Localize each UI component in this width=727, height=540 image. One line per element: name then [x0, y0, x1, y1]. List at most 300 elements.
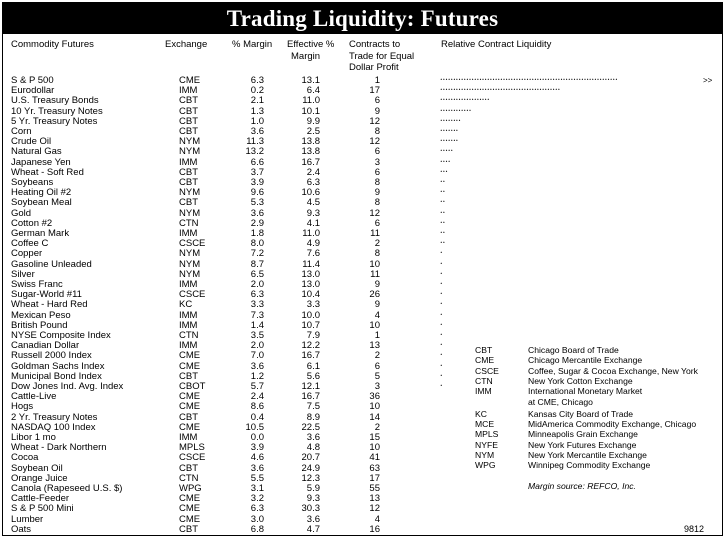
legend-abbr: CBT: [475, 345, 493, 355]
contracts-value: 9: [374, 187, 380, 199]
exchange-code: IMM: [179, 156, 198, 168]
exchange-code: IMM: [179, 319, 198, 331]
legend-name: International Monetary Market: [528, 386, 643, 397]
effective-margin-value: 3.6: [306, 513, 320, 525]
contracts-value: 4: [374, 513, 380, 525]
commodity-name: S & P 500: [11, 75, 54, 86]
legend-abbr: NYM: [475, 450, 495, 460]
commodity-name: 10 Yr. Treasury Notes: [11, 105, 103, 117]
margin-value: 3.0: [250, 513, 264, 525]
liquidity-dots: •: [440, 364, 443, 369]
legend-name: New York Futures Exchange: [528, 439, 637, 450]
margin-value: 2.0: [250, 279, 264, 290]
effective-margin-value: 3.6: [306, 432, 320, 443]
exchange-code: NYM: [179, 136, 201, 148]
table-row: [3, 515, 722, 525]
table-row: [3, 137, 722, 147]
commodity-name: Wheat - Hard Red: [11, 299, 88, 311]
exchange-code: CME: [179, 360, 201, 372]
commodity-name: Canadian Dollar: [11, 340, 80, 352]
table-row: [3, 178, 722, 188]
margin-value: 5.5: [250, 472, 264, 484]
margin-value: 3.6: [250, 462, 264, 474]
table-row: [3, 331, 722, 341]
effective-margin-value: 11.0: [302, 95, 320, 107]
commodity-name: Mexican Peso: [11, 309, 71, 321]
exchange-code: IMM: [179, 228, 198, 239]
contracts-value: 36: [369, 391, 380, 403]
commodity-name: Soybean Meal: [11, 197, 72, 209]
header-contracts-line3: Dollar Profit: [349, 62, 399, 73]
margin-value: 7.3: [250, 309, 264, 321]
exchange-code: CBT: [179, 166, 198, 178]
commodity-name: British Pound: [11, 319, 68, 331]
exchange-code: CBT: [179, 177, 198, 188]
exchange-code: CME: [179, 493, 201, 505]
margin-value: 6.3: [250, 503, 264, 515]
contracts-value: 13: [369, 340, 380, 352]
commodity-name: Heating Oil #2: [11, 187, 72, 199]
liquidity-dots: ••: [440, 242, 446, 247]
contracts-value: 5: [374, 370, 380, 382]
legend-name: Winnipeg Commodity Exchange: [528, 460, 651, 471]
margin-value: 13.2: [245, 146, 264, 158]
legend-abbr: CSCE: [475, 365, 499, 376]
table-row: [3, 107, 722, 117]
exchange-code: CBT: [179, 126, 198, 137]
effective-margin-value: 2.5: [306, 126, 320, 137]
exchange-code: CBT: [179, 523, 198, 535]
exchange-code: IMM: [179, 85, 198, 97]
table-row: [3, 504, 722, 514]
effective-margin-value: 20.7: [301, 452, 320, 464]
effective-margin-value: 9.9: [306, 115, 320, 127]
commodity-name: Copper: [11, 248, 43, 260]
effective-margin-value: 5.6: [306, 370, 320, 382]
exchange-code: CBOT: [179, 381, 206, 392]
margin-value: 3.6: [250, 126, 264, 137]
margin-value: 9.6: [250, 187, 264, 199]
table-frame: [2, 2, 723, 536]
contracts-value: 14: [369, 411, 380, 423]
exchange-code: IMM: [179, 279, 198, 290]
margin-value: 2.0: [250, 340, 264, 352]
margin-value: 10.5: [245, 421, 264, 433]
commodity-name: Natural Gas: [11, 146, 62, 158]
commodity-name: Municipal Bond Index: [11, 370, 102, 382]
legend-abbr: NYFE: [475, 439, 498, 450]
table-row: [3, 280, 722, 290]
contracts-value: 12: [369, 207, 380, 219]
commodity-name: Silver: [11, 268, 35, 280]
exchange-code: CSCE: [179, 238, 206, 250]
margin-value: 0.2: [250, 85, 264, 97]
header-effective-line1: Effective %: [287, 39, 335, 50]
exchange-code: CTN: [179, 217, 199, 229]
margin-value: 2.1: [250, 95, 264, 107]
table-row: [3, 117, 722, 127]
liquidity-dots: •: [440, 385, 443, 389]
table-row: [3, 86, 722, 96]
legend-name: Coffee, Sugar & Cocoa Exchange, New York: [528, 365, 698, 376]
liquidity-dots: ••: [440, 181, 446, 185]
contracts-value: 16: [369, 523, 380, 535]
exchange-code: CBT: [179, 197, 198, 209]
contracts-value: 6: [374, 360, 380, 372]
contracts-value: 8: [374, 248, 380, 260]
effective-margin-value: 9.3: [306, 493, 320, 505]
header-contracts: [349, 39, 414, 74]
exchange-code: IMM: [179, 340, 198, 352]
margin-value: 3.9: [250, 177, 264, 188]
commodity-name: Japanese Yen: [11, 156, 71, 168]
header-contracts-line1: Contracts to: [349, 39, 401, 50]
legend-abbr: CME: [475, 355, 495, 366]
liquidity-dots: ••••••••••••••••••••••••••••••••••••••••••••••: [440, 89, 561, 94]
legend-name: Kansas City Board of Trade: [528, 408, 634, 419]
effective-margin-value: 10.6: [301, 187, 320, 199]
effective-margin-value: 13.8: [301, 146, 320, 158]
effective-margin-value: 7.9: [306, 330, 320, 341]
margin-value: 11.3: [246, 136, 264, 148]
margin-value: 8.6: [250, 401, 264, 413]
commodity-name: Cattle-Live: [11, 391, 57, 403]
exchange-code: CME: [179, 75, 201, 86]
contracts-value: 10: [369, 319, 380, 331]
table-row: [3, 249, 722, 259]
contracts-value: 63: [369, 462, 380, 474]
contracts-value: 13: [369, 493, 380, 505]
commodity-name: NYSE Composite Index: [11, 330, 111, 341]
commodity-name: S & P 500 Mini: [11, 503, 74, 515]
table-row: [3, 290, 722, 300]
margin-value: 2.4: [250, 391, 264, 403]
figure-code: 9812: [684, 524, 705, 534]
legend-name: New York Cotton Exchange: [528, 375, 633, 386]
legend-name: Chicago Board of Trade: [528, 345, 619, 355]
exchange-code: CME: [179, 513, 201, 525]
contracts-value: 4: [374, 309, 380, 321]
commodity-name: German Mark: [11, 228, 70, 239]
margin-value: 3.1: [250, 483, 264, 494]
liquidity-dots: ••: [440, 201, 446, 206]
liquidity-dots: •••••••: [440, 140, 459, 145]
liquidity-dots: •: [440, 323, 443, 328]
contracts-value: 12: [369, 136, 380, 148]
liquidity-dots: •: [440, 272, 443, 277]
contracts-value: 10: [369, 442, 380, 454]
margin-value: 7.0: [250, 350, 264, 362]
header-effective-margin: [287, 39, 334, 62]
liquidity-dots: ••••••••••••••••••••••••••••••••••••••••••••••••••••••••••••••••••••: [440, 79, 618, 83]
table-row: [3, 311, 722, 321]
table-row: [3, 198, 722, 208]
legend-abbr: MPLS: [475, 429, 499, 440]
exchange-code: NYM: [179, 248, 201, 260]
commodity-name: Soybean Oil: [11, 462, 63, 474]
exchange-code: NYM: [179, 258, 201, 270]
effective-margin-value: 4.1: [306, 217, 320, 229]
contracts-value: 2: [374, 238, 380, 250]
effective-margin-value: 16.7: [301, 350, 320, 362]
legend-abbr: IMM: [475, 386, 492, 397]
contracts-value: 41: [369, 452, 380, 464]
margin-value: 0.4: [250, 411, 264, 423]
exchange-code: CBT: [179, 105, 198, 117]
legend-name: New York Mercantile Exchange: [528, 450, 647, 460]
liquidity-dots: •: [440, 252, 443, 257]
margin-value: 5.3: [250, 197, 264, 209]
effective-margin-value: 30.3: [301, 503, 320, 515]
effective-margin-value: 10.1: [301, 105, 320, 117]
contracts-value: 6: [374, 217, 380, 229]
contracts-value: 17: [369, 472, 380, 484]
effective-margin-value: 7.5: [306, 401, 320, 413]
margin-value: 1.2: [250, 370, 264, 382]
header-margin: % Margin: [232, 39, 273, 50]
commodity-name: Corn: [11, 126, 32, 137]
contracts-value: 1: [374, 75, 380, 86]
commodity-name: U.S. Treasury Bonds: [11, 95, 99, 107]
contracts-value: 2: [374, 421, 380, 433]
commodity-name: Gold: [11, 207, 32, 219]
exchange-code: CME: [179, 503, 201, 515]
liquidity-dots: •: [440, 303, 443, 308]
legend-abbr: CTN: [475, 375, 493, 386]
legend-name: at CME, Chicago: [528, 396, 593, 407]
effective-margin-value: 13.1: [301, 75, 320, 86]
effective-margin-value: 4.9: [306, 238, 320, 250]
effective-margin-value: 4.8: [306, 442, 320, 454]
commodity-name: Wheat - Dark Northern: [11, 442, 107, 454]
commodity-name: 5 Yr. Treasury Notes: [11, 115, 98, 127]
effective-margin-value: 7.6: [306, 248, 320, 260]
commodity-name: Lumber: [11, 513, 44, 525]
commodity-name: Crude Oil: [11, 136, 52, 148]
header-effective-line2: Margin: [291, 50, 321, 62]
margin-value: 4.6: [250, 452, 264, 464]
liquidity-dots: ••: [440, 232, 446, 236]
margin-value: 1.0: [250, 115, 264, 127]
effective-margin-value: 10.4: [301, 289, 320, 301]
effective-margin-value: 10.7: [301, 319, 320, 331]
contracts-value: 6: [374, 146, 380, 158]
commodity-name: Cotton #2: [11, 217, 53, 229]
header-exchange: Exchange: [165, 39, 208, 50]
commodity-name: Canola (Rapeseed U.S. $): [11, 483, 123, 494]
margin-value: 2.9: [250, 217, 264, 229]
commodity-name: Gasoline Unleaded: [11, 258, 92, 270]
exchange-code: NYM: [179, 146, 201, 158]
effective-margin-value: 9.3: [306, 207, 320, 219]
margin-source-note: Margin source: REFCO, Inc.: [528, 481, 636, 491]
legend-abbr: KC: [475, 408, 487, 419]
exchange-code: WPG: [179, 483, 202, 494]
contracts-value: 55: [369, 483, 380, 494]
legend-name: MidAmerica Commodity Exchange, Chicago: [528, 419, 697, 430]
commodity-name: Russell 2000 Index: [11, 350, 92, 362]
contracts-value: 15: [369, 432, 380, 443]
table-row: [3, 494, 722, 504]
contracts-value: 8: [374, 197, 380, 209]
margin-value: 3.6: [250, 360, 264, 372]
commodity-name: Cocoa: [11, 452, 39, 464]
liquidity-dots: •••••: [440, 150, 454, 155]
effective-margin-value: 11.4: [302, 258, 320, 270]
margin-value: 8.0: [250, 238, 264, 250]
table-row: [3, 229, 722, 239]
liquidity-overflow-marker: >>: [703, 76, 713, 85]
margin-value: 1.8: [250, 228, 264, 239]
margin-value: 8.7: [250, 258, 264, 270]
contracts-value: 8: [374, 177, 380, 188]
exchange-code: CME: [179, 401, 201, 413]
margin-value: 7.2: [250, 248, 264, 260]
effective-margin-value: 4.7: [306, 523, 320, 535]
table-row: [3, 96, 722, 106]
contracts-value: 10: [369, 258, 380, 270]
effective-margin-value: 12.2: [301, 340, 320, 352]
contracts-value: 3: [374, 156, 380, 168]
commodity-name: NASDAQ 100 Index: [11, 421, 96, 433]
contracts-value: 1: [374, 330, 380, 341]
contracts-value: 12: [369, 115, 380, 127]
effective-margin-value: 16.7: [301, 391, 320, 403]
header-contracts-line2: Trade for Equal: [349, 50, 415, 62]
liquidity-dots: •: [440, 283, 443, 287]
effective-margin-value: 24.9: [301, 462, 320, 474]
contracts-value: 9: [374, 299, 380, 311]
margin-value: 0.0: [250, 432, 264, 443]
effective-margin-value: 10.0: [301, 309, 320, 321]
effective-margin-value: 4.5: [306, 197, 320, 209]
liquidity-dots: •••••••••••••••••••: [440, 99, 490, 104]
commodity-name: Hogs: [11, 401, 34, 413]
effective-margin-value: 3.3: [306, 299, 320, 311]
margin-value: 3.9: [250, 442, 264, 454]
contracts-value: 10: [369, 401, 380, 413]
commodity-name: Coffee C: [11, 238, 49, 250]
contracts-value: 17: [369, 85, 380, 97]
effective-margin-value: 12.1: [301, 381, 320, 392]
effective-margin-value: 22.5: [301, 421, 320, 433]
liquidity-dots: ••: [440, 191, 446, 196]
exchange-code: CBT: [179, 411, 198, 423]
table-row: [3, 270, 722, 280]
exchange-code: CSCE: [179, 452, 206, 464]
margin-value: 3.3: [250, 299, 264, 311]
margin-value: 6.5: [250, 268, 264, 280]
legend-name: Chicago Mercantile Exchange: [528, 355, 643, 366]
table-row: [3, 239, 722, 249]
effective-margin-value: 6.1: [306, 360, 320, 372]
exchange-code: IMM: [179, 309, 198, 321]
exchange-code: NYM: [179, 207, 201, 219]
margin-value: 3.2: [250, 493, 264, 505]
liquidity-dots: •: [440, 293, 443, 298]
exchange-code: CBT: [179, 95, 198, 107]
liquidity-dots: •: [440, 374, 443, 379]
legend-abbr: MCE: [475, 419, 495, 430]
exchange-code: CME: [179, 350, 201, 362]
liquidity-dots: •••: [440, 170, 448, 175]
margin-value: 6.8: [250, 523, 264, 535]
exchange-code: KC: [179, 299, 193, 311]
margin-value: 3.6: [250, 207, 264, 219]
exchange-code: CME: [179, 391, 201, 403]
exchange-code: NYM: [179, 187, 201, 199]
exchange-code: CME: [179, 421, 201, 433]
commodity-name: Oats: [11, 523, 32, 535]
effective-margin-value: 13.0: [301, 279, 320, 290]
header-liquidity: Relative Contract Liquidity: [441, 39, 552, 50]
contracts-value: 6: [374, 166, 380, 178]
liquidity-dots: •: [440, 262, 443, 267]
effective-margin-value: 12.3: [301, 472, 320, 484]
margin-value: 3.7: [250, 166, 264, 178]
legend-abbr: WPG: [475, 460, 496, 471]
effective-margin-value: 13.0: [301, 268, 320, 280]
table-row: [3, 525, 722, 535]
table-row: [3, 127, 722, 137]
commodity-name: Dow Jones Ind. Avg. Index: [11, 381, 124, 392]
liquidity-dots: ••: [440, 221, 446, 226]
exchange-code: CTN: [179, 472, 199, 484]
contracts-value: 11: [370, 268, 380, 280]
exchange-code: CSCE: [179, 289, 206, 301]
table-row: [3, 147, 722, 157]
margin-value: 6.3: [250, 289, 264, 301]
exchange-code: CBT: [179, 462, 198, 474]
commodity-name: Cattle-Feeder: [11, 493, 70, 505]
liquidity-dots: ••: [440, 211, 446, 216]
table-row: [3, 188, 722, 198]
liquidity-dots: •: [440, 313, 443, 318]
commodity-name: Libor 1 mo: [11, 432, 56, 443]
liquidity-dots: •: [440, 354, 443, 359]
contracts-value: 26: [369, 289, 380, 301]
table-row: [3, 219, 722, 229]
page-title: Trading Liquidity: Futures: [3, 3, 722, 34]
contracts-value: 12: [369, 503, 380, 515]
liquidity-dots: •: [440, 344, 443, 349]
exchange-code: CTN: [179, 330, 199, 341]
margin-value: 6.6: [250, 156, 264, 168]
table-row: [3, 260, 722, 270]
liquidity-dots: ••••: [440, 160, 451, 165]
liquidity-dots: •: [440, 334, 443, 338]
contracts-value: 11: [370, 228, 380, 239]
table-row: [3, 158, 722, 168]
commodity-name: Goldman Sachs Index: [11, 360, 105, 372]
margin-value: 5.7: [250, 381, 264, 392]
table-row: [3, 300, 722, 310]
commodity-name: Sugar-World #11: [11, 289, 82, 301]
margin-value: 1.4: [250, 319, 264, 331]
exchange-code: NYM: [179, 268, 201, 280]
table-row: [3, 209, 722, 219]
exchange-code: CBT: [179, 370, 198, 382]
contracts-value: 8: [374, 126, 380, 137]
commodity-name: 2 Yr. Treasury Notes: [11, 411, 98, 423]
liquidity-dots: •••••••: [440, 130, 459, 134]
effective-margin-value: 8.9: [306, 411, 320, 423]
legend-name: Minneapolis Grain Exchange: [528, 429, 638, 440]
margin-value: 3.5: [250, 330, 264, 341]
liquidity-dots: ••••••••••••: [440, 109, 472, 114]
effective-margin-value: 5.9: [306, 483, 320, 494]
contracts-value: 9: [374, 279, 380, 290]
